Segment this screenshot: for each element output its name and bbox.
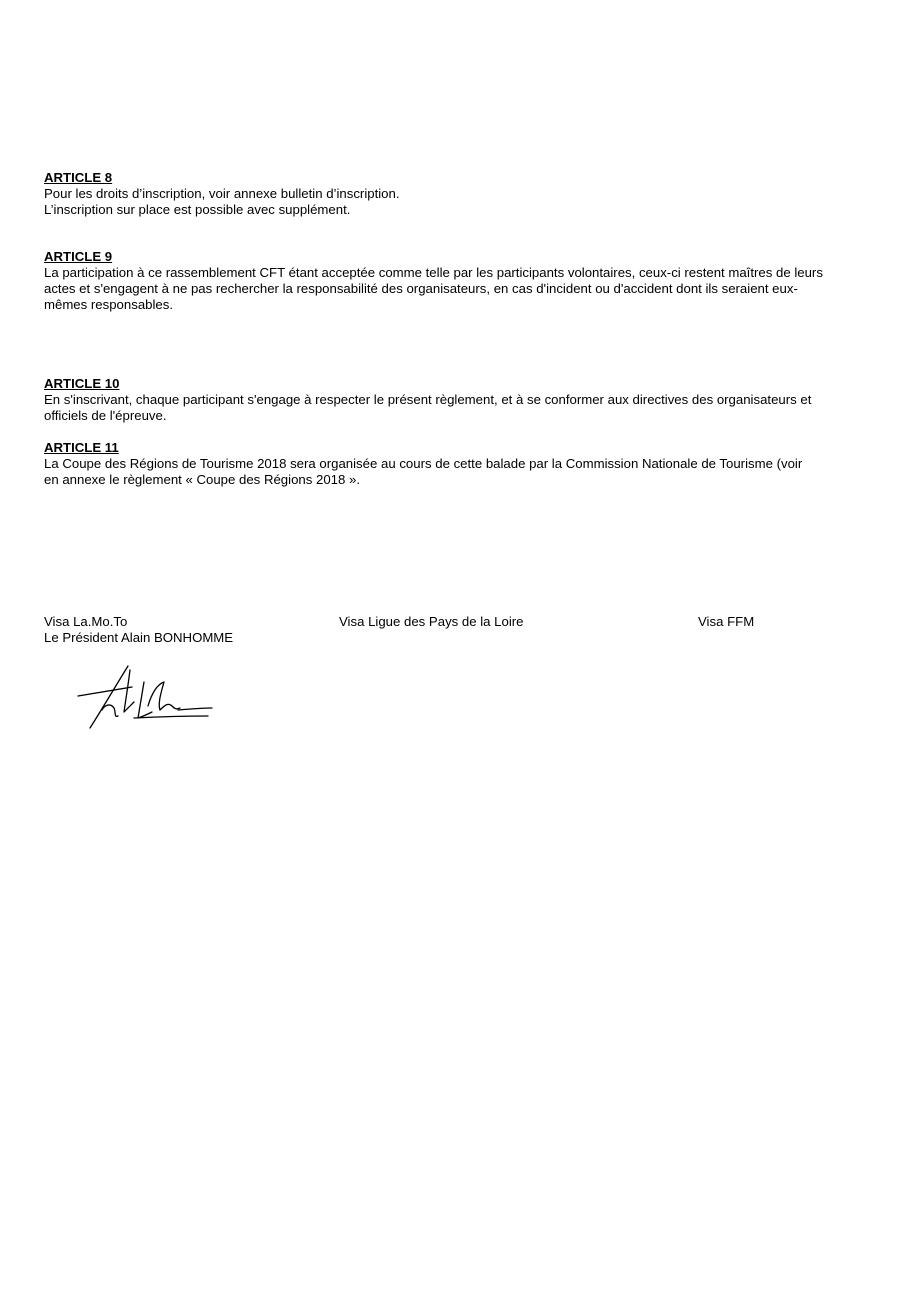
article-text-line: L’inscription sur place est possible avec supplément. [44, 202, 351, 217]
article-text-line: La Coupe des Régions de Tourisme 2018 sera organisée au cours de cette balade par la Commission Nationale de Tourisme (voir [44, 456, 803, 471]
signature-stroke [78, 687, 132, 696]
article-11 [44, 440, 874, 488]
article-text-line: mêmes responsables. [44, 297, 174, 312]
visa-lamoto-label: Visa La.Mo.To [44, 614, 128, 629]
visa-ffm [698, 614, 754, 630]
article-9 [44, 249, 874, 313]
signature-stroke [148, 682, 180, 710]
visa-lamoto [44, 614, 233, 646]
article-text-line: actes et s'engagent à ne pas rechercher la responsabilité des organisateurs, en cas d'incident ou d'accident dont ils seraient eux- [44, 281, 798, 296]
signature-stroke [124, 670, 134, 712]
article-text-line: Pour les droits d’inscription, voir annexe bulletin d’inscription. [44, 186, 400, 201]
signature-stroke [178, 708, 212, 710]
president-name: Le Président Alain BONHOMME [44, 630, 234, 645]
signature-stroke [102, 705, 118, 716]
article-heading: ARTICLE 10 [44, 376, 120, 391]
handwritten-signature [74, 662, 216, 734]
signature-stroke [90, 666, 128, 728]
article-text-line: officiels de l'épreuve. [44, 408, 167, 423]
article-text-line: en annexe le règlement « Coupe des Régions 2018 ». [44, 472, 360, 487]
article-8 [44, 170, 874, 218]
visa-ligue-label: Visa Ligue des Pays de la Loire [339, 614, 524, 629]
visa-ffm-label: Visa FFM [698, 614, 755, 629]
visa-ligue [339, 614, 524, 630]
article-heading: ARTICLE 11 [44, 440, 119, 455]
article-heading: ARTICLE 8 [44, 170, 113, 185]
article-10 [44, 376, 874, 424]
article-heading: ARTICLE 9 [44, 249, 113, 264]
article-text-line: La participation à ce rassemblement CFT étant acceptée comme telle par les participants volontaires, ceux-ci restent maîtres de leurs [44, 265, 823, 280]
signature-stroke [134, 716, 208, 718]
article-text-line: En s'inscrivant, chaque participant s'engage à respecter le présent règlement, et à se conformer aux directives des organisateurs et [44, 392, 812, 407]
